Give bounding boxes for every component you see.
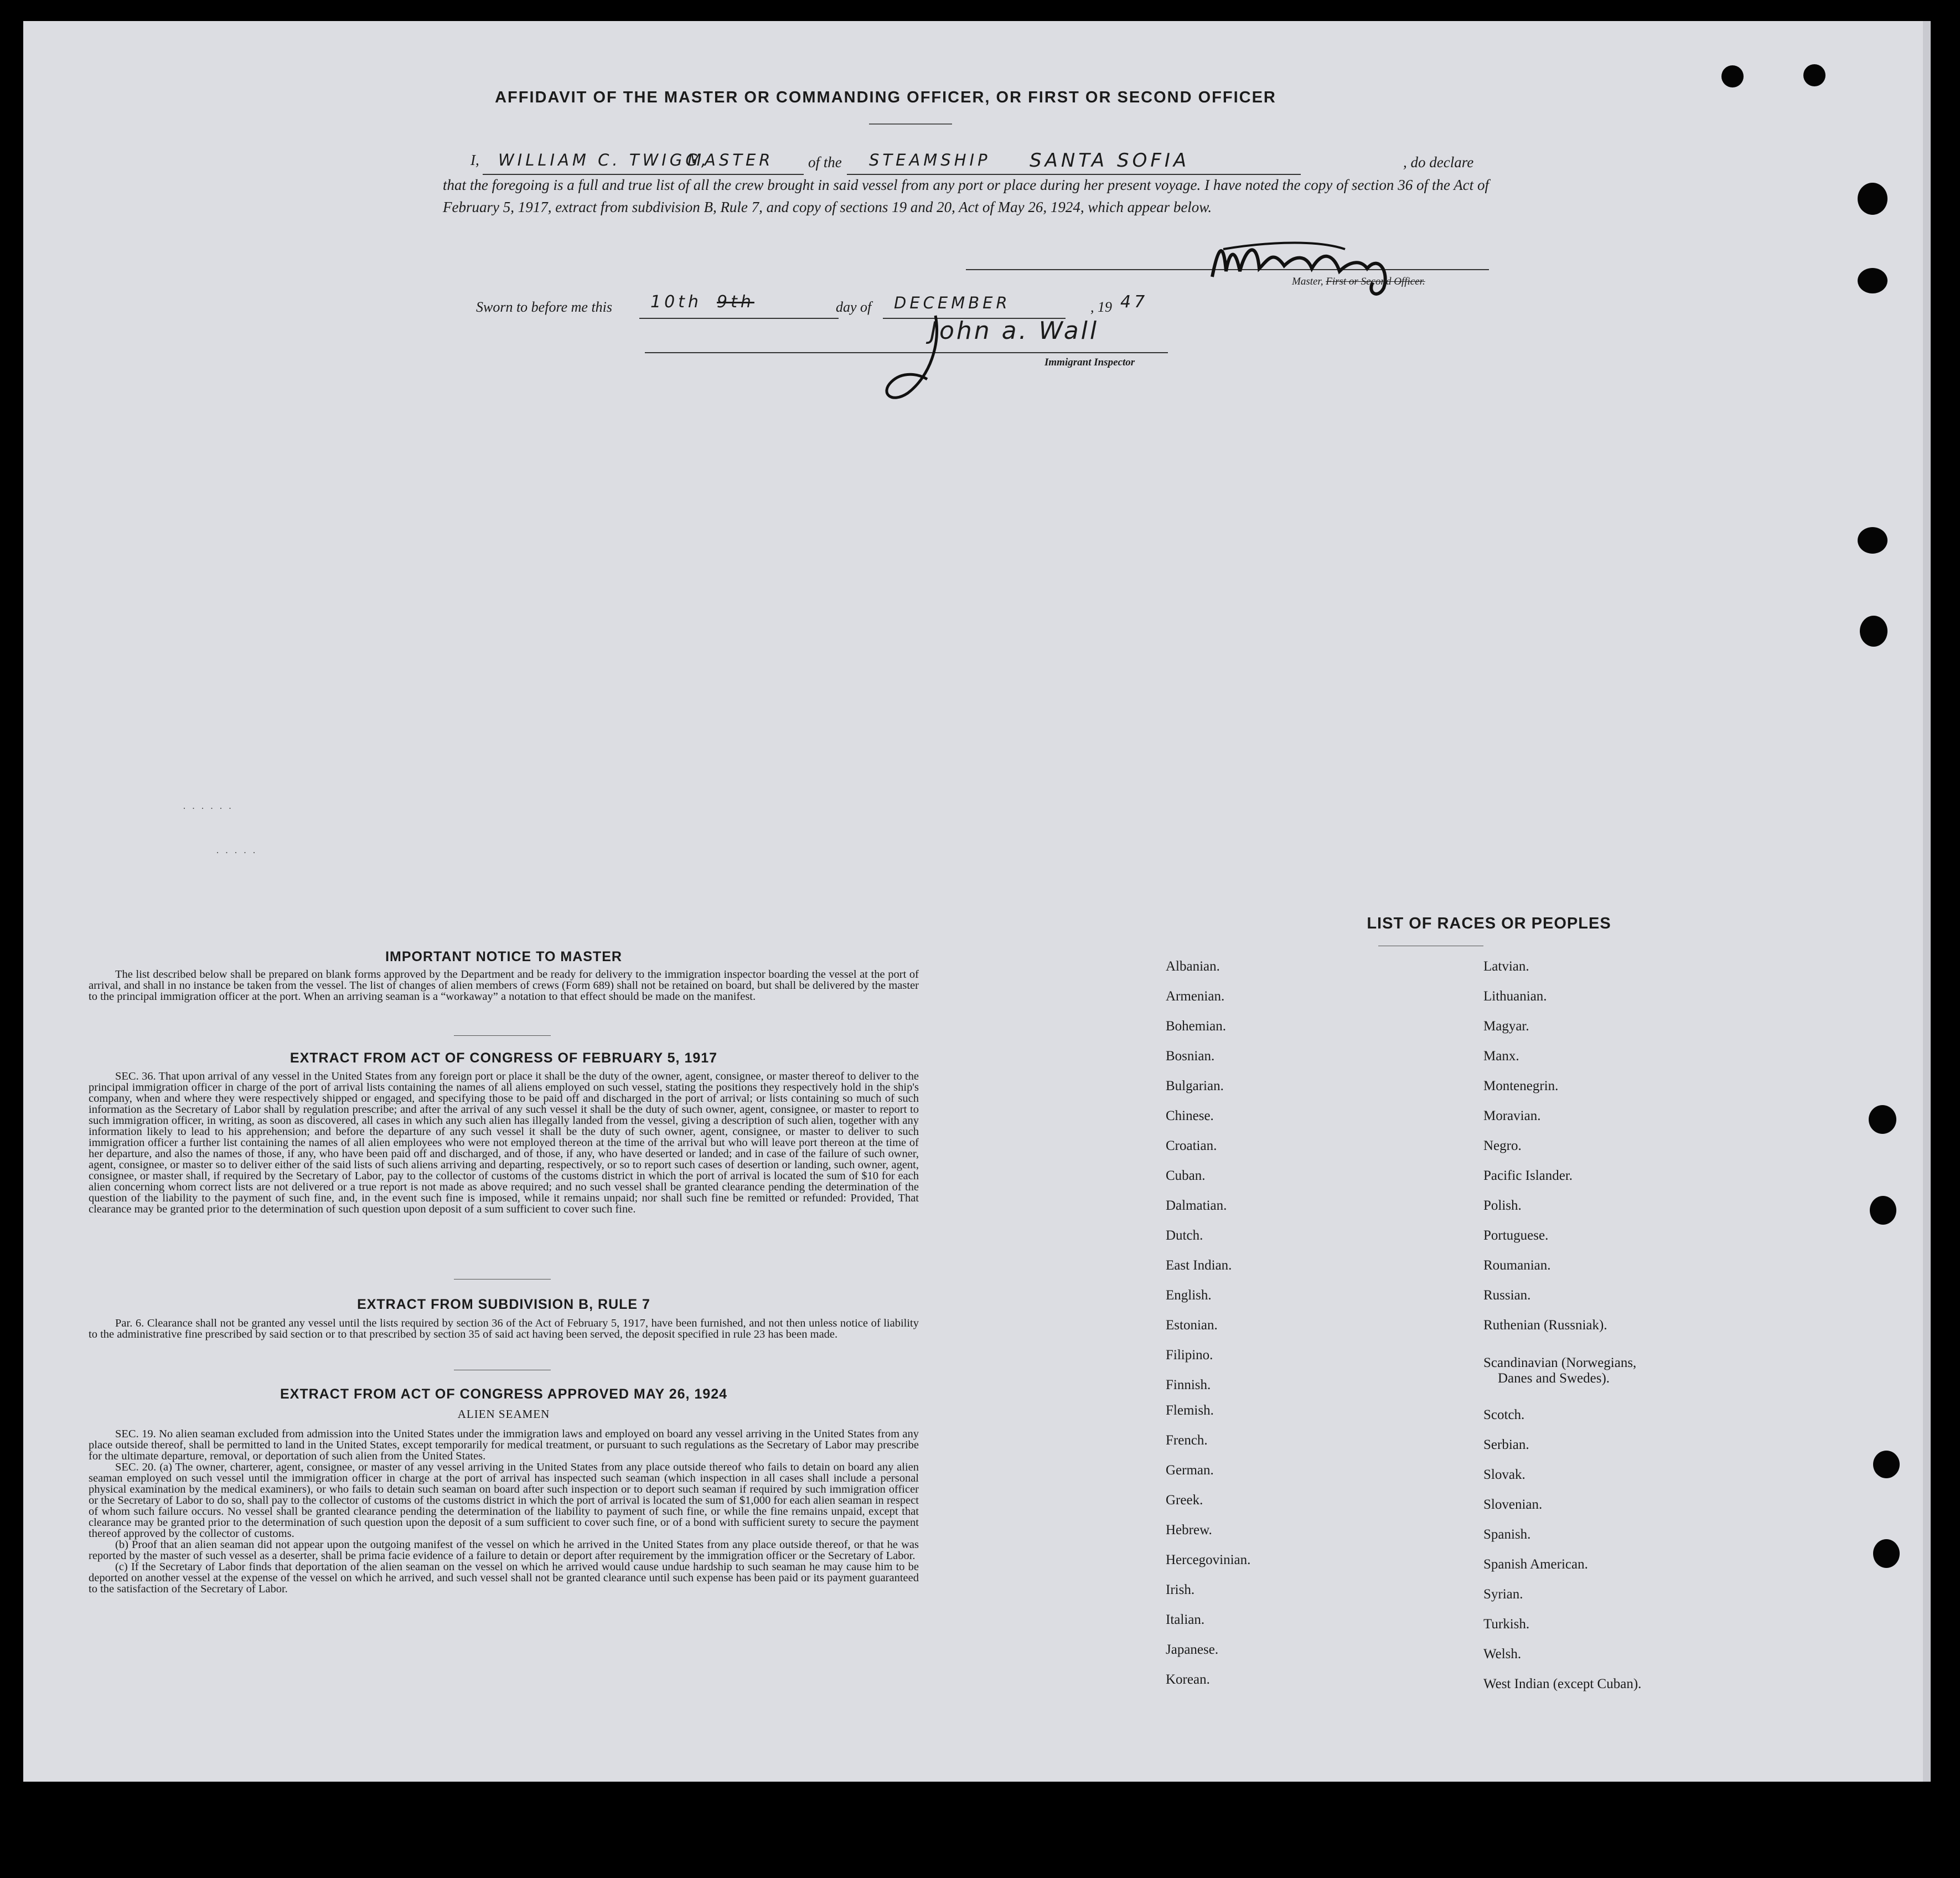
day-of-label: day of (836, 299, 872, 315)
master-name: WILLIAM C. TWIGG, (498, 151, 710, 169)
race-item: Irish. (1166, 1582, 1195, 1597)
sworn-day: 10th (650, 292, 702, 312)
punch-hole (1860, 616, 1887, 647)
sec19-paragraph: SEC. 19. No alien seaman excluded from admission into the United States under the immigration laws and employed on board any vessel arriving in the United States from any place outside thereof, shall be permitted to land in the United States, except temporarily for medical treatment, or pursuant to such regulations as the Secretary of Labor may prescribe for the ultimate departure, removal, or deportation of such alien from the United States. (89, 1428, 919, 1462)
sec20b-paragraph: (b) Proof that an alien seaman did not appear upon the outgoing manifest of the vessel on which he arrived in the United States from any place outside thereof, or that he was reported by the master of such vessel as a deserter, shall be prima facie evidence of a failure to detain or deport after requirement by the immigration officer or the Secretary of Labor. (89, 1539, 919, 1562)
race-item: Finnish. (1166, 1377, 1211, 1392)
rule7-paragraph: Par. 6. Clearance shall not be granted any vessel until the lists required by section 36 of the Act of February 5, 1917, have been furnished, and not then unless notice of liability to the administrative fine prescribed by said section or to that prescribed by section 35 of said act having been served, the deposit specified in rule 23 has been made. (89, 1317, 919, 1340)
sworn-month: DECEMBER (894, 293, 1011, 312)
race-item: Hebrew. (1166, 1523, 1212, 1538)
race-item: Croatian. (1166, 1138, 1217, 1153)
race-item: Polish. (1483, 1198, 1522, 1213)
race-item: Ruthenian (Russniak). (1483, 1318, 1607, 1333)
extract-1917-title: EXTRACT FROM ACT OF CONGRESS OF FEBRUARY 5, 1917 (289, 1050, 718, 1066)
punch-hole (1803, 64, 1825, 86)
vessel-type: STEAMSHIP (869, 151, 991, 169)
race-item: Scandinavian (Norwegians, (1483, 1355, 1637, 1370)
inspector-caption: Immigrant Inspector (1044, 357, 1135, 368)
sec20a-paragraph: SEC. 20. (a) The owner, charterer, agent, consignee, or master of any vessel arriving in the United States from any place outside thereof who fails to detain on board any alien seaman employed on such vessel until the immigration officer in charge at the port of arrival has inspected such seaman (which inspection in all cases shall include a personal physical examination by the medical examiners), or who fails to detain such seaman on board after such inspection or to deport such seaman if required by such immigration officer or the Secretary of Labor to do so, shall pay to the collector of customs of the customs district in which the port of arrival is located the sum of $1,000 for each alien seaman in respect of whom such failure occurs. No vessel shall be granted clearance pending the determination of the liability to payment of such fine, or while the fine remains unpaid, except that clearance may be granted prior to the determination of such question upon the deposit of a sum sufficient to cover such fine, or of a bond with sufficient surety to secure the payment thereof approved by the collector of customs. (89, 1461, 919, 1540)
race-item: Manx. (1483, 1049, 1519, 1064)
extract-1924-title: EXTRACT FROM ACT OF CONGRESS APPROVED MAY 26, 1924 (280, 1386, 728, 1402)
race-item: Montenegrin. (1483, 1079, 1559, 1093)
affidavit-title: AFFIDAVIT OF THE MASTER OR COMMANDING OFFICER, OR FIRST OR SECOND OFFICER (495, 89, 1276, 106)
race-item: Serbian. (1483, 1437, 1529, 1452)
race-item: Russian. (1483, 1288, 1531, 1303)
extract-1924-subtitle: ALIEN SEAMEN (457, 1407, 550, 1421)
race-item: Flemish. (1166, 1403, 1214, 1418)
race-item: Spanish. (1483, 1527, 1531, 1542)
sworn-line (476, 293, 1173, 320)
races-title: LIST OF RACES OR PEOPLES (1367, 915, 1611, 932)
extract-rule7-title: EXTRACT FROM SUBDIVISION B, RULE 7 (357, 1297, 650, 1312)
master-signature (1201, 216, 1411, 305)
race-item: Latvian. (1483, 959, 1529, 974)
race-item: Armenian. (1166, 989, 1225, 1004)
races-left-column (1166, 959, 1250, 1702)
extract-1917-body (89, 1071, 919, 1215)
speck-marks: · · · · · · (183, 803, 234, 814)
punch-hole (1869, 1105, 1896, 1134)
caption-struck-officer: First or Second Officer. (1326, 276, 1425, 287)
notice-paragraph: The list described below shall be prepared on blank forms approved by the Department and be ready for delivery to the immigration inspector boarding the vessel at the port of arrival, and shall in no instance be taken from the vessel. The list of changes of alien members of crews (Form 689) shall not be retained on board, but shall be delivered by the master to the principal immigration officer at the port. When an arriving seaman is a “workaway” a notation to that effect should be made on the manifest. (89, 968, 919, 1003)
race-item: Roumanian. (1483, 1258, 1551, 1273)
race-item: Hercegovinian. (1166, 1552, 1251, 1567)
race-item: Dutch. (1166, 1228, 1203, 1243)
vessel-name: SANTA SOFIA (1030, 149, 1190, 172)
race-item: Slovenian. (1483, 1497, 1543, 1512)
punch-hole (1858, 183, 1887, 215)
sec36-paragraph: SEC. 36. That upon arrival of any vessel in the United States from any foreign port or place it shall be the duty of the owner, agent, consignee, or master thereof to deliver to the principal immigration officer in charge of the port of arrival lists containing the names of all aliens employed on such vessel, stating the positions they respectively hold in the ship's company, when and where they were respectively shipped or engaged, and specifying those to be paid off and discharged in the port of arrival; or lists containing so much of such information as the Secretary of Labor shall by regulation prescribe; and after the arrival of any such vessel it shall be the duty of such owner, agent, consignee, or master to report to such immigration officer, in writing, as soon as discovered, all cases in which any such alien has illegally landed from the vessel, giving a description of such alien, together with any information likely to lead to his apprehension; and before the departure of any such vessel it shall be the duty of such owner, agent, consignee, or master to deliver to such immigration officer a further list containing the names of all alien employees who were not employed thereon at the time of the arrival but who will leave port thereon at the time of her departure, and also the names of those, if any, who have been paid off and discharged, and of those, if any, who have deserted or landed; and in case of the failure of such owner, agent, consignee, or master so to deliver either of the said lists of such aliens arriving and departing, respectively, or so to report such cases of desertion or landing, such owner, agent, consignee, or master shall, if required by the Secretary of Labor, pay to the collector of customs of the customs district in which the port of arrival is located the sum of $10 for each alien concerning whom correct lists are not delivered or a true report is not made as above required; and no such vessel shall be granted clearance pending the determination of the question of the liability to the payment of such fine, and, in the event such fine is imposed, while it remains unpaid; nor shall such fine be remitted or refunded: Provided, That clearance may be granted prior to the determination of such question upon deposit of a sum sufficient to cover such fine. (89, 1070, 919, 1215)
race-item: Portuguese. (1483, 1228, 1549, 1243)
race-item: Estonian. (1166, 1318, 1218, 1333)
title-divider (869, 123, 952, 125)
master-rank: MASTER (687, 151, 774, 169)
sec20c-paragraph: (c) If the Secretary of Labor finds that deportation of the alien seaman on the vessel on which he arrived would cause undue hardship to such seaman he may cause him to be deported on another vessel at the expense of the vessel on which he arrived, and such vessel shall not be granted clearance until such expense has been paid or its payment guaranteed to the satisfaction of the Secretary of Labor. (89, 1561, 919, 1595)
punch-hole (1873, 1539, 1900, 1568)
year-prefix: , 19 (1090, 299, 1112, 315)
race-item: Negro. (1483, 1138, 1522, 1153)
race-item: Moravian. (1483, 1108, 1541, 1123)
caption-master: Master, (1292, 276, 1323, 287)
race-item: Turkish. (1483, 1617, 1530, 1632)
extract-rule7-body (89, 1318, 919, 1340)
punch-hole (1858, 527, 1887, 554)
race-item: Albanian. (1166, 959, 1220, 974)
declaration-line-1 (443, 149, 1489, 174)
race-item: Greek. (1166, 1493, 1203, 1508)
signer-caption (1292, 276, 1425, 288)
race-item: Slovak. (1483, 1467, 1525, 1482)
race-item: German. (1166, 1463, 1214, 1478)
race-item: Chinese. (1166, 1108, 1214, 1123)
notice-body (89, 969, 919, 1002)
of-the-label: of the (808, 154, 842, 171)
section-divider (454, 1035, 551, 1036)
races-right-column (1483, 959, 1641, 1706)
race-item: Bulgarian. (1166, 1079, 1224, 1093)
inspector-signature: John a. Wall (930, 317, 1099, 345)
punch-hole (1721, 65, 1744, 87)
punch-hole (1873, 1451, 1900, 1478)
race-item: Pacific Islander. (1483, 1168, 1573, 1183)
punch-hole (1858, 268, 1887, 293)
punch-hole (1870, 1196, 1896, 1225)
declaration-body: that the foregoing is a full and true list of all the crew brought in said vessel from any port or place during her present voyage. I have noted the copy of section 36 of the Act of February 5, 1917, extract from subdivision B, Rule 7, and copy of sections 19 and 20, Act of May 26, 1924, which appear below. (443, 177, 1489, 215)
inspector-signature-flourish (875, 310, 952, 404)
race-item: Magyar. (1483, 1019, 1529, 1034)
race-item: Syrian. (1483, 1587, 1523, 1602)
notice-title: IMPORTANT NOTICE TO MASTER (385, 949, 622, 964)
race-item: Lithuanian. (1483, 989, 1547, 1004)
page-edge (1923, 21, 1931, 1782)
race-item: Bohemian. (1166, 1019, 1227, 1034)
year-suffix: 47 (1120, 292, 1149, 312)
race-item: Bosnian. (1166, 1049, 1215, 1064)
decl-i: I, (470, 152, 479, 168)
speck-marks: · · · · · (216, 847, 257, 858)
vessel-field (847, 149, 1301, 175)
race-item: Dalmatian. (1166, 1198, 1227, 1213)
race-item: Filipino. (1166, 1348, 1213, 1363)
extract-1924-body (89, 1428, 919, 1595)
sworn-day-struck: 9th (717, 292, 754, 312)
do-declare-label: , do declare (1403, 154, 1474, 171)
race-item: French. (1166, 1433, 1208, 1448)
sworn-prefix: Sworn to before me this (476, 299, 613, 315)
race-item: Scotch. (1483, 1407, 1525, 1422)
race-item: Korean. (1166, 1672, 1210, 1687)
name-field (483, 149, 804, 175)
race-item: Italian. (1166, 1612, 1205, 1627)
race-item: English. (1166, 1288, 1212, 1303)
sworn-day-field (639, 293, 839, 319)
race-item: Spanish American. (1483, 1557, 1588, 1572)
race-item: Welsh. (1483, 1647, 1522, 1662)
race-item: West Indian (except Cuban). (1483, 1676, 1642, 1691)
race-item: Danes and Swedes). (1498, 1371, 1610, 1386)
race-item: East Indian. (1166, 1258, 1232, 1273)
race-item: Cuban. (1166, 1168, 1206, 1183)
race-item: Japanese. (1166, 1642, 1219, 1657)
